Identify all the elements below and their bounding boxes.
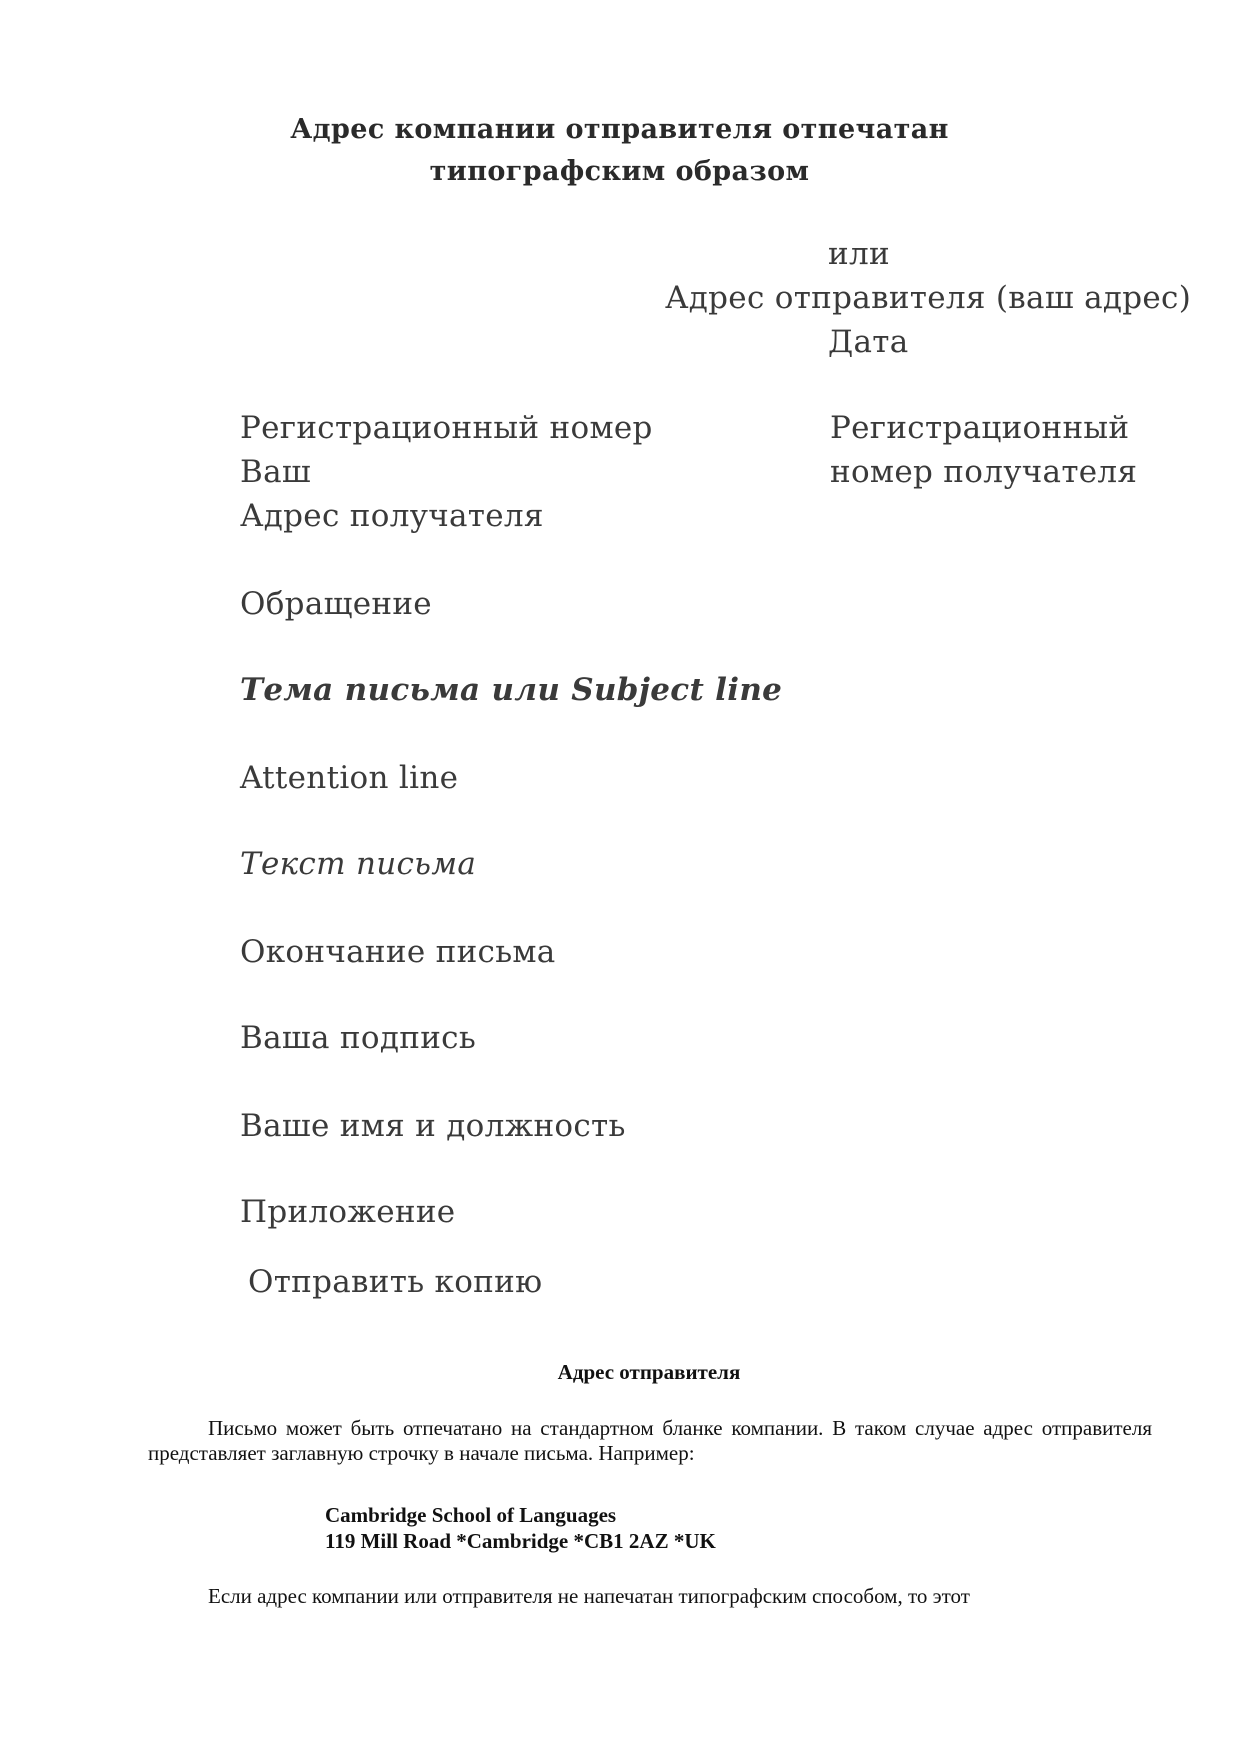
diagram-title-line-2: типографским образом (429, 156, 810, 187)
recipient-reference-line-1: Регистрационный (830, 410, 1130, 446)
your-reference-line-1: Регистрационный номер (240, 410, 653, 446)
sender-address-label: Адрес отправителя (ваш адрес) (665, 280, 1192, 316)
copy-label: Отправить копию (248, 1264, 543, 1300)
diagram-title-line-1: Адрес компании отправителя отпечатан (290, 114, 949, 145)
example-address-line-2: 119 Mill Road *Cambridge *CB1 2AZ *UK (325, 1529, 716, 1553)
enclosure-label: Приложение (240, 1194, 456, 1230)
attention-line-label: Attention line (240, 760, 459, 796)
body-text-label: Текст письма (240, 846, 477, 882)
or-label: или (828, 236, 890, 272)
complimentary-close-label: Окончание письма (240, 934, 556, 970)
your-reference-line-2: Ваш (240, 454, 311, 490)
section-heading: Адрес отправителя (557, 1360, 741, 1384)
example-address-line-1: Cambridge School of Languages (325, 1503, 617, 1527)
paragraph-2: Если адрес компании или отправителя не напечатан типографским способом, то этот (208, 1584, 970, 1608)
paragraph-1: Письмо может быть отпечатано на стандартном бланке компании. В таком случае адрес отправителя представляет заглавную строчку в начале письма. Например: (148, 1416, 1152, 1465)
subject-line-label: Тема письма или Subject line (240, 672, 783, 708)
recipient-reference-line-2: номер получателя (830, 454, 1138, 490)
name-and-title-label: Ваше имя и должность (240, 1108, 626, 1144)
recipient-address-label: Адрес получателя (240, 498, 544, 534)
salutation-label: Обращение (240, 586, 432, 622)
signature-label: Ваша подпись (240, 1020, 476, 1056)
date-label: Дата (828, 324, 909, 360)
